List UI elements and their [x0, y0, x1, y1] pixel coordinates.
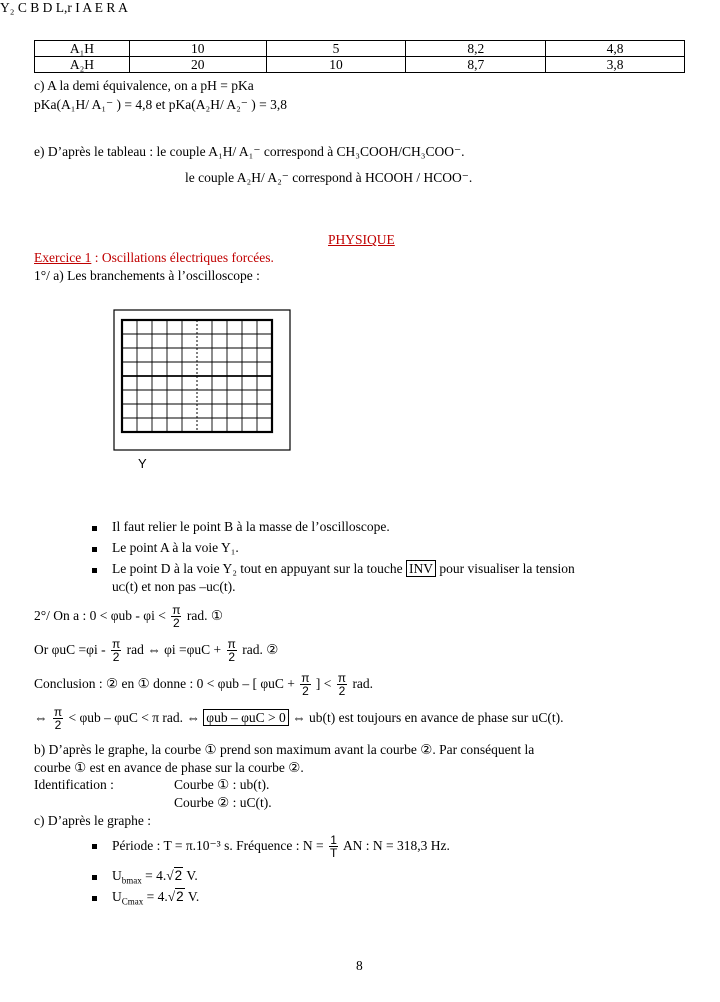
table-cell: 8,2: [406, 41, 546, 57]
chem-c-line2: pKa(A₁H/ A₁⁻ ) = 4,8 et pKa(A₂H/ A₂⁻ ) = 3,8: [34, 97, 288, 112]
uc-post: V.: [184, 889, 200, 904]
exercise-link[interactable]: Exercice 1: [34, 250, 92, 265]
partc-ubmax: [112, 867, 198, 886]
q2-line2-pre: Or φuC =φi -: [34, 642, 106, 657]
frac-den: T: [329, 846, 338, 861]
bullet-text-3: [112, 561, 575, 577]
bullet-icon: [92, 875, 97, 880]
uc-pre: U: [112, 889, 122, 904]
fraction-pi-2: [111, 638, 121, 663]
partb-ident1: Courbe ① : ub(t).: [174, 777, 270, 792]
frac-num: π: [53, 705, 63, 720]
period-post: AN : N = 318,3 Hz.: [342, 838, 450, 853]
question-1a: 1°/ a) Les branchements à l’oscilloscope :: [34, 268, 260, 283]
q2-line3-pre: Conclusion : ② en ① donne : 0 < φub – [ φuC +: [34, 676, 295, 691]
q2-line4-pre: ⇔: [34, 710, 48, 725]
q2-line4-post: ⇔ ub(t) est toujours en avance de phase sur uC(t).: [292, 710, 564, 725]
bullet-icon: [92, 526, 97, 531]
q2-line2: [34, 637, 278, 663]
chem-c-line1: c) A la demi équivalence, on a pH = pKa: [34, 78, 254, 93]
table-cell: A₁H: [35, 41, 130, 57]
q2-line2-mid: rad ⇔ φi =φuC +: [126, 642, 222, 657]
bullet-icon: [92, 547, 97, 552]
table-cell: 20: [129, 57, 266, 73]
label-ammeter: A: [118, 0, 128, 15]
table-row: [35, 41, 685, 57]
sqrt-radicand: 2: [174, 868, 183, 883]
sqrt-icon: √: [167, 889, 176, 904]
partc-period: [112, 833, 450, 859]
inv-key: INV: [406, 560, 436, 577]
label-r: R: [106, 0, 116, 15]
period-pre: Période : T = π.10⁻³ s. Fréquence : N =: [112, 838, 324, 853]
uc-sub: Cmax: [121, 896, 144, 907]
bullet-text-3a: Le point D à la voie Y₂ tout en appuyant sur la touche: [112, 561, 403, 576]
q2-boxed-result: φub – φuC > 0: [203, 709, 288, 726]
table-cell: 4,8: [546, 41, 685, 57]
q2-line1-post: rad. ①: [186, 608, 223, 623]
q2-line3: [34, 671, 373, 697]
frac-den: 2: [228, 650, 236, 665]
frac-den: 2: [338, 684, 346, 699]
label-i: I: [75, 0, 80, 15]
circuit-diagram: [100, 308, 590, 518]
fraction-pi-2: [227, 638, 237, 663]
table-cell: 10: [129, 41, 266, 57]
label-y1: Y: [138, 456, 147, 471]
partc-ucmax: [112, 888, 199, 907]
uc-mid: = 4.: [143, 889, 168, 904]
bullet-text-1: Il faut relier le point B à la masse de l’oscilloscope.: [112, 519, 390, 534]
label-lr: L,r: [55, 0, 72, 15]
frac-den: 2: [112, 650, 120, 665]
q2-line1-pre: 2°/ On a : 0 < φub - φi <: [34, 608, 166, 623]
frac-num: π: [301, 671, 310, 686]
page-number: 8: [356, 958, 363, 973]
chem-e-line1: e) D’après le tableau : le couple A₁H/ A₁⁻ correspond à CH₃COOH/CH₃COO⁻.: [34, 144, 465, 159]
q2-line2-post: rad. ②: [242, 642, 279, 657]
table-cell: 3,8: [546, 57, 685, 73]
q2-line4-mid: < φub – φuC < π rad. ⇔: [68, 710, 200, 725]
bullet-text-2: Le point A à la voie Y₁.: [112, 540, 239, 555]
bullet-icon: [92, 568, 97, 573]
partb-ident-label: Identification :: [34, 777, 114, 792]
fraction-1-t: [329, 834, 338, 859]
fraction-pi-2: [300, 672, 310, 697]
bullet-text-3b: pour visualiser la tension: [439, 561, 575, 576]
frac-den: 2: [302, 684, 309, 699]
partb-line1: b) D’après le graphe, la courbe ① prend son maximum avant la courbe ②. Par conséquent la: [34, 742, 535, 757]
exercise-heading: [34, 250, 274, 266]
frac-den: 2: [54, 718, 62, 733]
chem-e-line2: le couple A₂H/ A₂⁻ correspond à HCOOH / HCOO⁻.: [185, 170, 473, 185]
table-cell: A₂H: [35, 57, 130, 73]
section-title: PHYSIQUE: [328, 232, 395, 247]
frac-num: π: [172, 603, 181, 618]
label-c: C: [17, 0, 27, 15]
frac-num: 1: [330, 833, 337, 848]
label-d: D: [42, 0, 53, 15]
partb-ident2: Courbe ② : uC(t).: [174, 795, 272, 810]
ub-pre: U: [112, 868, 122, 883]
oscilloscope-body: [114, 310, 290, 450]
partb-line2: courbe ① est en avance de phase sur la courbe ②.: [34, 760, 304, 775]
fraction-pi-2: [337, 672, 347, 697]
exercise-title: : Oscillations électriques forcées.: [91, 250, 274, 265]
table-cell: 10: [266, 57, 406, 73]
frac-den: 2: [173, 616, 180, 631]
sqrt-icon: √: [166, 868, 174, 883]
label-a: A: [82, 0, 92, 15]
ub-post: V.: [183, 868, 198, 883]
frac-num: π: [227, 637, 236, 652]
sqrt-radicand: 2: [176, 889, 184, 904]
table-cell: 5: [266, 41, 406, 57]
ub-sub: bmax: [121, 875, 142, 886]
q2-line3-post: rad.: [352, 676, 374, 691]
frac-num: π: [111, 637, 121, 652]
bullet-text-3c: uᴄ(t) et non pas –uᴄ(t).: [112, 579, 236, 594]
frac-num: π: [337, 671, 347, 686]
label-b: B: [30, 0, 40, 15]
partc-intro: c) D’après le graphe :: [34, 813, 151, 828]
data-table: [34, 40, 685, 73]
fraction-pi-2: [53, 706, 63, 731]
table-row: [35, 57, 685, 73]
q2-line1: [34, 603, 223, 629]
label-e: E: [94, 0, 104, 15]
table-cell: 8,7: [406, 57, 546, 73]
q2-line3-mid: ] <: [315, 676, 332, 691]
label-y2: Y₂: [0, 0, 15, 15]
fraction-pi-2: [171, 604, 181, 629]
bullet-icon: [92, 896, 97, 901]
ub-mid: = 4.: [141, 868, 167, 883]
q2-line4: [34, 705, 564, 731]
bullet-icon: [92, 844, 97, 849]
